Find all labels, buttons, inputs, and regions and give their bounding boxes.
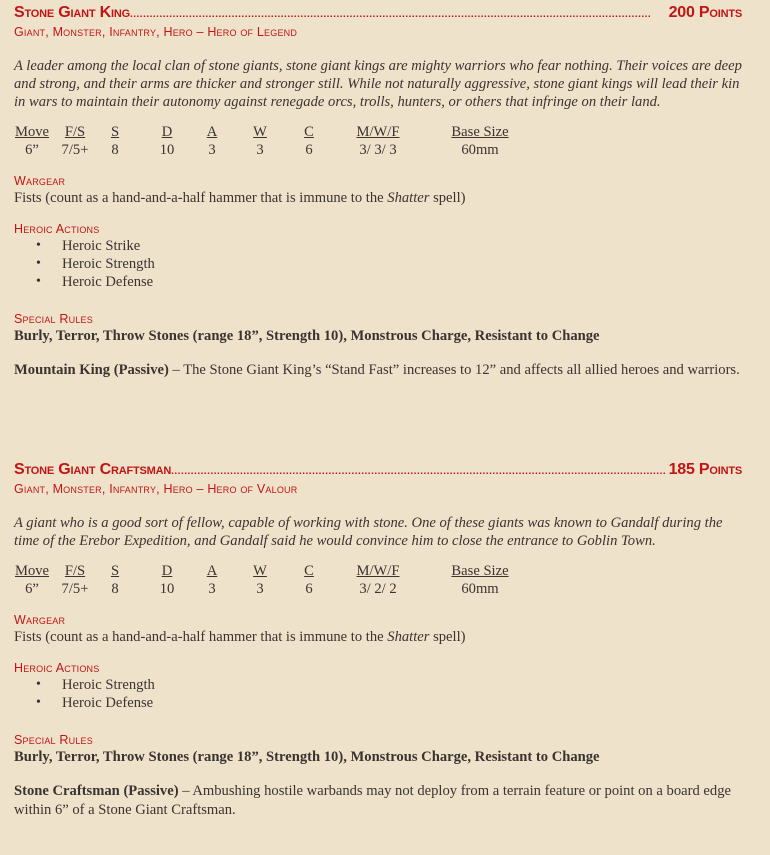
stat-attacks: A 3 <box>206 563 218 597</box>
special-rules-section <box>14 311 742 380</box>
stat-wounds: W 3 <box>253 124 267 158</box>
title-row <box>14 4 742 25</box>
special-rules-section <box>14 732 742 820</box>
list-item: • Heroic Defense <box>14 694 742 712</box>
stat-attacks: A 3 <box>206 124 218 158</box>
heroic-actions-section <box>14 660 742 712</box>
profile-stone-giant-craftsman <box>14 461 742 820</box>
profile-stone-giant-king <box>14 4 742 380</box>
points-cost: 200 Points <box>668 4 742 21</box>
stat-base-size: Base Size 60mm <box>451 124 509 158</box>
stat-fight: F/S 7/5+ <box>61 124 89 158</box>
title-row <box>14 461 742 482</box>
stat-fight: F/S 7/5+ <box>61 563 89 597</box>
special-rules-heading: Special Rules <box>14 312 93 326</box>
stat-strength: S 8 <box>110 563 120 597</box>
list-item: • Heroic Strength <box>14 255 742 273</box>
stat-mwf: M/W/F 3/ 3/ 3 <box>356 124 400 158</box>
keywords: Giant, Monster, Infantry, Hero – Hero of Valour <box>14 482 298 496</box>
heroic-actions-list <box>14 676 742 712</box>
stat-move: Move 6” <box>14 563 50 597</box>
list-item: • Heroic Strength <box>14 676 742 694</box>
passive-rule-text: – Ambushing hostile warbands may not deploy from a terrain feature or point on a board edge within 6” of a Stone Giant Craftsman. <box>14 783 731 818</box>
passive-rule <box>14 782 742 820</box>
special-rules-text: Burly, Terror, Throw Stones (range 18”, Strength 10), Monstrous Charge, Resistant to Change <box>14 749 600 765</box>
stat-move: Move 6” <box>14 124 50 158</box>
leader-dots: ............................................................................................................................................................... <box>129 9 652 20</box>
stat-strength: S 8 <box>110 124 120 158</box>
wargear-text: Fists (count as a hand-and-a-half hammer that is immune to the Shatter spell) <box>14 190 466 206</box>
heroic-actions-heading: Heroic Actions <box>14 661 100 675</box>
wargear-section <box>14 173 742 207</box>
passive-rule-name: Stone Craftsman (Passive) <box>14 783 179 799</box>
list-item: • Heroic Strike <box>14 237 742 255</box>
special-rules-text: Burly, Terror, Throw Stones (range 18”, Strength 10), Monstrous Charge, Resistant to Change <box>14 328 600 344</box>
wargear-heading: Wargear <box>14 174 66 188</box>
passive-rule-name: Mountain King (Passive) <box>14 362 169 378</box>
profile-name: Stone Giant Craftsman <box>14 461 172 478</box>
passive-rule-text: – The Stone Giant King’s “Stand Fast” increases to 12” and affects all allied heroes and warriors. <box>168 362 740 378</box>
special-rules-heading: Special Rules <box>14 733 93 747</box>
heroic-actions-heading: Heroic Actions <box>14 222 100 236</box>
list-item: • Heroic Defense <box>14 273 742 291</box>
stat-wounds: W 3 <box>253 563 267 597</box>
description: A leader among the local clan of stone giants, stone giant kings are mighty warriors who fear nothing. Their voices are deep and strong, and their arms are thicker and stronger still. While not naturally aggressive, stone giant kings will lead their kin in wars to maintain their autonomy against renegade orcs, trolls, hunters, or others that infringe on their land. <box>14 58 742 110</box>
passive-rule <box>14 361 742 380</box>
stat-courage: C 6 <box>304 563 314 597</box>
heroic-actions-list <box>14 237 742 291</box>
wargear-text: Fists (count as a hand-and-a-half hammer that is immune to the Shatter spell) <box>14 629 466 645</box>
profile-name: Stone Giant King <box>14 4 130 21</box>
stat-courage: C 6 <box>304 124 314 158</box>
wargear-heading: Wargear <box>14 613 66 627</box>
keywords: Giant, Monster, Infantry, Hero – Hero of Legend <box>14 25 298 39</box>
leader-dots: ....................................................................................................................................................... <box>171 466 667 477</box>
description: A giant who is a good sort of fellow, capable of working with stone. One of these giants was known to Gandalf during the time of the Erebor Expedition, and Gandalf said he would convince him to close the entrance to Goblin Town. <box>14 515 723 549</box>
wargear-section <box>14 612 742 646</box>
stat-line <box>14 123 742 159</box>
stat-mwf: M/W/F 3/ 2/ 2 <box>356 563 400 597</box>
stat-defence: D 10 <box>159 124 175 158</box>
stat-base-size: Base Size 60mm <box>451 563 509 597</box>
stat-defence: D 10 <box>159 563 175 597</box>
points-cost: 185 Points <box>668 461 742 478</box>
heroic-actions-section <box>14 221 742 291</box>
stat-line <box>14 562 742 598</box>
